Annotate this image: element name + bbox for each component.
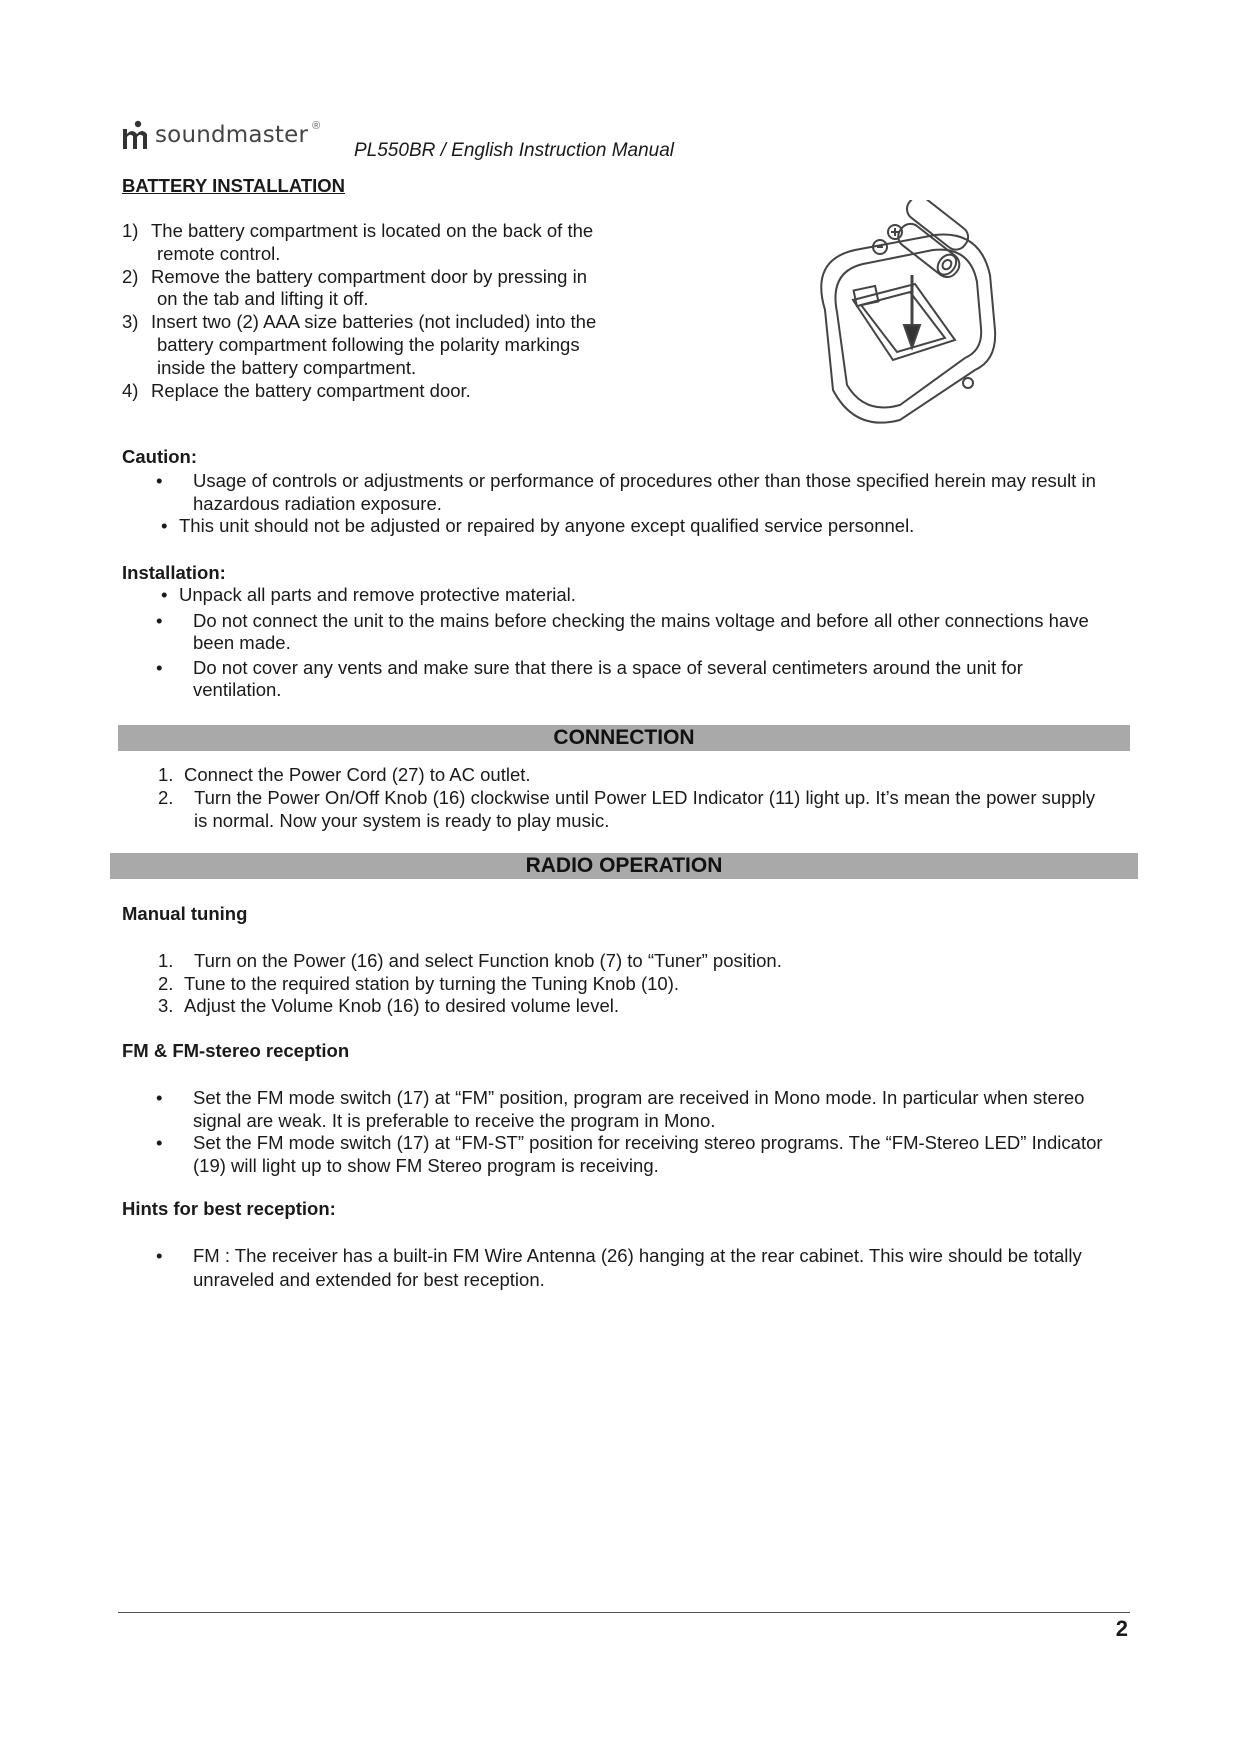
fm-item: • Set the FM mode switch (17) at “FM” position, program are received in Mono mode. In particular when stereo signal are weak. It is preferable to receive the program in Mono. <box>156 1087 1085 1131</box>
caution-list <box>156 470 1106 538</box>
installation-item: • Do not cover any vents and make sure that there is a space of several centimeters around the unit for ventilation. <box>156 656 1023 700</box>
soundmaster-logo-icon <box>122 120 152 150</box>
radio-operation-banner: RADIO OPERATION <box>110 853 1138 879</box>
logo-text: soundmaster <box>155 121 309 148</box>
connection-step: 1. Connect the Power Cord (27) to AC outlet. <box>158 764 531 785</box>
connection-steps-list <box>158 763 1108 832</box>
battery-step: 4) Replace the battery compartment door. <box>122 379 471 401</box>
tuning-step: 1. Turn on the Power (16) and select Function knob (7) to “Tuner” position. <box>158 950 782 971</box>
caution-item: • This unit should not be adjusted or repaired by anyone except qualified service personnel. <box>161 515 915 536</box>
page-number: 2 <box>1115 1616 1128 1641</box>
battery-steps-list <box>122 220 602 402</box>
installation-item: • Do not connect the unit to the mains before checking the mains voltage and before all other connections have been made. <box>156 609 1089 653</box>
tuning-step: 3. Adjust the Volume Knob (16) to desired volume level. <box>158 995 619 1016</box>
battery-step: 1) The battery compartment is located on the back of the remote control. <box>122 220 594 264</box>
connection-step: 2. Turn the Power On/Off Knob (16) clockwise until Power LED Indicator (11) light up. It’s mean the power supply is normal. Now your system is ready to play music. <box>158 787 1096 831</box>
fm-stereo-heading: FM & FM-stereo reception <box>122 1040 350 1061</box>
battery-step: 2) Remove the battery compartment door by pressing in on the tab and lifting it off. <box>122 265 587 310</box>
registered-mark: ® <box>312 120 321 133</box>
caution-heading: Caution: <box>122 446 198 467</box>
hints-item: • FM : The receiver has a built-in FM Wire Antenna (26) hanging at the rear cabinet. This wire should be totally unraveled and extended for best reception. <box>156 1245 1082 1290</box>
tuning-step: 2. Tune to the required station by turning the Tuning Knob (10). <box>158 972 680 994</box>
hints-heading: Hints for best reception: <box>122 1198 336 1219</box>
document-title: PL550BR / English Instruction Manual <box>354 140 675 161</box>
installation-item: • Unpack all parts and remove protective material. <box>161 584 576 605</box>
brand-logo <box>122 120 320 150</box>
hints-list <box>156 1244 1106 1292</box>
installation-heading: Installation: <box>122 562 226 583</box>
connection-banner: CONNECTION <box>118 725 1130 751</box>
battery-installation-heading: BATTERY INSTALLATION <box>122 175 346 196</box>
installation-list <box>156 584 1106 702</box>
fm-item: • Set the FM mode switch (17) at “FM-ST” position for receiving stereo programs. The “FM-Stereo LED” Indicator (19) will light up to show FM Stereo program is receiving. <box>156 1132 1103 1176</box>
manual-tuning-heading: Manual tuning <box>122 903 248 924</box>
remote-battery-illustration <box>805 200 1005 430</box>
fm-stereo-list <box>156 1087 1106 1177</box>
battery-step: 3) Insert two (2) AAA size batteries (not included) into the battery compartment following the polarity markings inside the battery compartment. <box>122 311 597 378</box>
manual-tuning-steps <box>158 950 1108 1018</box>
footer-divider <box>118 1612 1130 1613</box>
caution-item: • Usage of controls or adjustments or performance of procedures other than those specified herein may result in hazardous radiation exposure. <box>156 470 1096 514</box>
